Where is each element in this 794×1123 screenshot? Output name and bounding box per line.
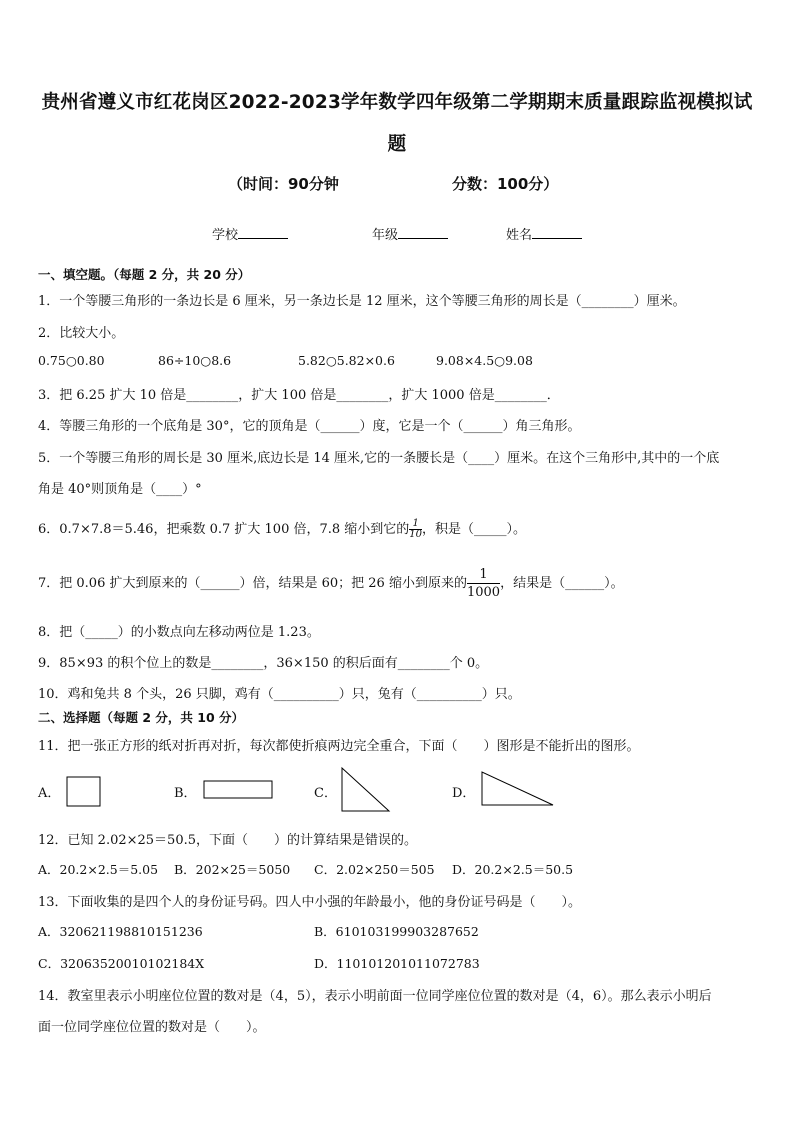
question-12-option: A．20.2×2.5＝5.05 [38, 862, 159, 877]
score-label: 分数：100分） [452, 175, 559, 193]
option-c-label: C． [314, 786, 337, 801]
question-12-option: D．20.2×2.5＝50.5 [452, 862, 574, 877]
exam-title-line1: 贵州省遵义市红花岗区2022-2023学年数学四年级第二学期期末质量跟踪监视模拟试 [41, 92, 753, 113]
exam-title-line2: 题 [387, 134, 407, 155]
question-14-line2: 面一位同学座位位置的数对是（ ）。 [38, 1020, 266, 1035]
question-14-line1: 14．教室里表示小明座位位置的数对是（4，5），表示小明前面一位同学座位位置的数对是（4，6）。那么表示小明后 [38, 989, 712, 1004]
grade-blank [398, 226, 448, 239]
fraction-one-thousandth [467, 568, 500, 599]
question-13: 13．下面收集的是四个人的身份证号码。四人中小强的年龄最小，他的身份证号码是（ ）。 [38, 895, 582, 910]
fraction-denominator: 1000 [466, 585, 501, 600]
grade-label: 年级 [372, 228, 399, 243]
right-triangle-shape [480, 770, 556, 808]
question-2-item: 5.82○5.82×0.6 [298, 353, 395, 368]
question-12-option: B．202×25＝5050 [174, 862, 291, 877]
question-5-line1: 5．一个等腰三角形的周长是 30 厘米,底边长是 14 厘米,它的一条腰长是（____）厘米。在这个三角形中,其中的一个底 [38, 451, 720, 466]
question-2-item: 86÷10○8.6 [158, 353, 232, 368]
name-label: 姓名 [506, 228, 533, 243]
fraction-numerator: 1 [409, 519, 422, 530]
grade-field [372, 224, 448, 243]
question-13-option: C．32063520010102184X [38, 956, 205, 971]
question-6-text-a: 6．0.7×7.8＝5.46，把乘数 0.7 扩大 100 倍，7.8 缩小到它的 [38, 522, 410, 537]
school-field [212, 224, 288, 243]
question-11: 11．把一张正方形的纸对折再对折，每次都使折痕两边完全重合，下面（ ）图形是不能折出的图形。 [38, 739, 640, 754]
question-7-text-a: 7．把 0.06 扩大到原来的（______）倍，结果是 60；把 26 缩小到原来的 [38, 576, 467, 591]
school-blank [238, 226, 288, 239]
square-shape [66, 776, 102, 808]
question-5-line2: 角是 40°则顶角是（____）° [38, 482, 202, 497]
right-isosceles-triangle-shape [340, 766, 392, 814]
question-10: 10．鸡和兔共 8 个头，26 只脚，鸡有（__________）只，兔有（__________）只。 [38, 687, 521, 702]
section-choice-heading: 二、选择题（每题 2 分，共 10 分） [38, 710, 245, 725]
question-1: 1．一个等腰三角形的一条边长是 6 厘米，另一条边长是 12 厘米，这个等腰三角形的周长是（________）厘米。 [38, 294, 686, 309]
question-7 [38, 568, 624, 599]
question-13-option: A．320621198810151236 [38, 924, 203, 939]
question-8: 8．把（_____）的小数点向左移动两位是 1.23。 [38, 625, 320, 640]
question-6-text-b: ，积是（_____）。 [422, 522, 527, 537]
section-fill-in-heading: 一、填空题。（每题 2 分，共 20 分） [38, 267, 251, 282]
fraction-one-tenth [409, 519, 422, 540]
question-3: 3．把 6.25 扩大 10 倍是________，扩大 100 倍是________，扩大 1000 倍是________． [38, 388, 560, 403]
question-12: 12．已知 2.02×25＝50.5，下面（ ）的计算结果是错误的。 [38, 833, 417, 848]
question-7-text-b: ，结果是（______）。 [500, 576, 624, 591]
question-12-option: C．2.02×250＝505 [314, 862, 435, 877]
question-4: 4．等腰三角形的一个底角是 30°，它的顶角是（______）度，它是一个（______）角三角形。 [38, 419, 581, 434]
rectangle-shape [203, 780, 275, 800]
fraction-denominator: 10 [409, 529, 423, 540]
question-2-item: 0.75○0.80 [38, 353, 105, 368]
name-blank [532, 226, 582, 239]
option-d-label: D． [452, 786, 476, 801]
school-label: 学校 [212, 228, 239, 243]
question-13-option: D．110101201011072783 [314, 956, 480, 971]
time-label: （时间：90分钟 [228, 175, 339, 193]
option-a-label: A． [38, 786, 61, 801]
fraction-numerator: 1 [467, 568, 500, 584]
option-b-label: B． [174, 786, 197, 801]
question-2: 2．比较大小。 [38, 326, 125, 341]
name-field [506, 224, 582, 243]
question-9: 9．85×93 的积个位上的数是________，36×150 的积后面有________个 0。 [38, 656, 489, 671]
question-6 [38, 518, 526, 540]
question-13-option: B．610103199903287652 [314, 924, 479, 939]
question-2-item: 9.08×4.5○9.08 [436, 353, 533, 368]
